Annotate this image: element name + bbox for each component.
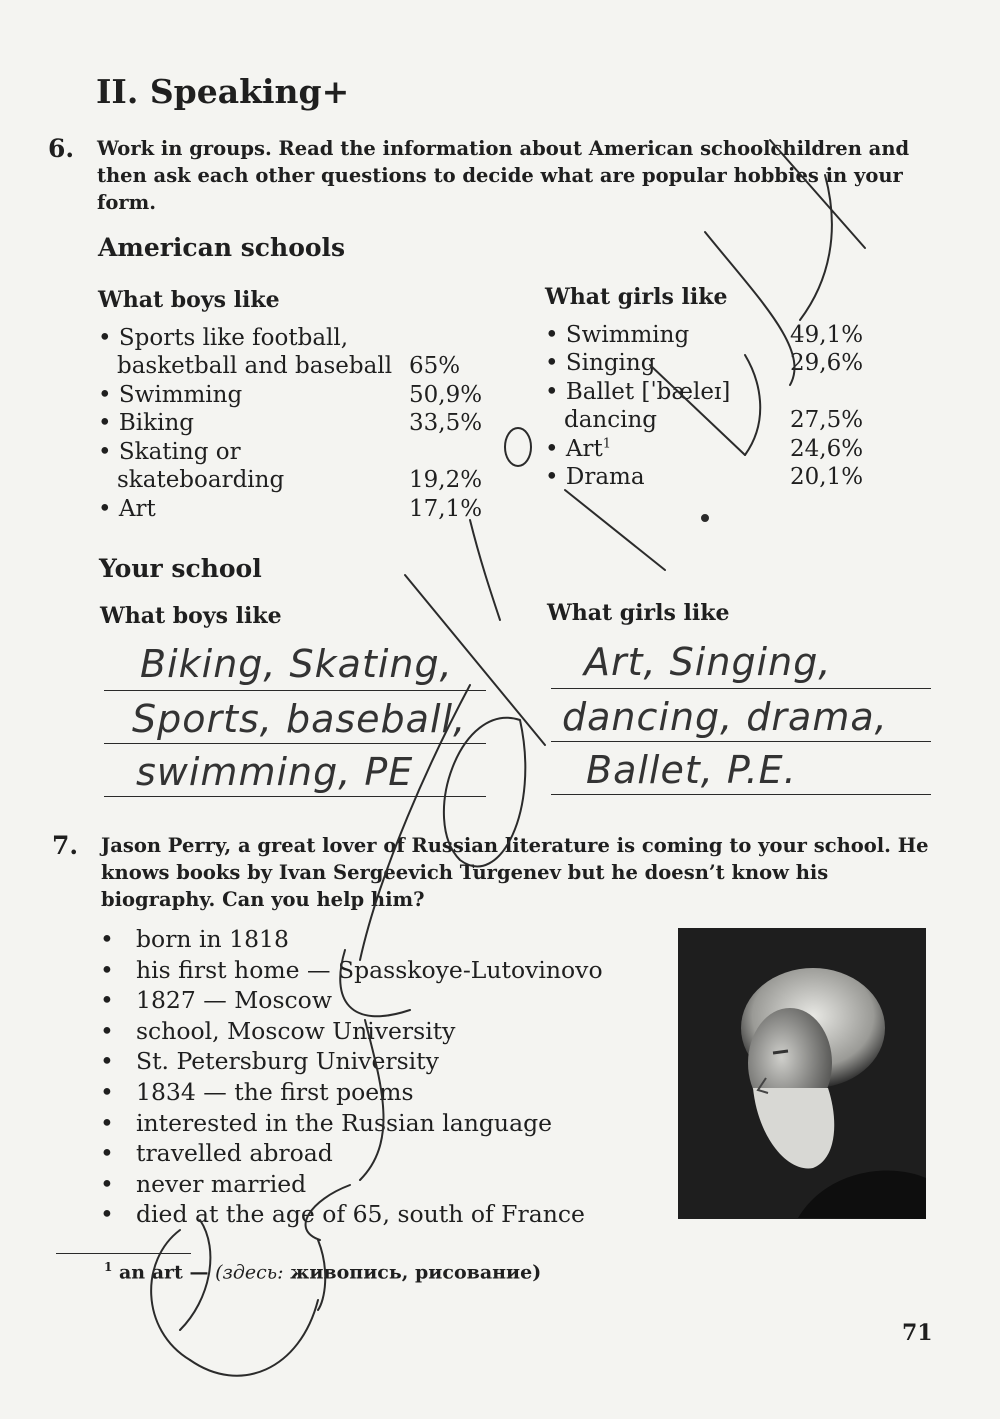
- girls-pct-drama: 20,1%: [790, 464, 864, 490]
- footnote-ref: 1: [602, 436, 612, 452]
- list-item: • St. Petersburg University: [100, 1047, 439, 1076]
- writing-line: [104, 743, 486, 744]
- boys-pct-art: 17,1%: [409, 496, 483, 522]
- girls-item-ballet: • Ballet [ˈbæleɪ]: [545, 379, 731, 405]
- your-school-title: Your school: [99, 554, 262, 583]
- list-item: • school, Moscow University: [100, 1016, 456, 1045]
- handwritten-girls-line-2: dancing, drama,: [562, 695, 888, 739]
- writing-line: [551, 794, 931, 795]
- american-boys-heading: What boys like: [98, 287, 280, 313]
- bullet: •: [98, 325, 119, 351]
- boys-item-skating: • Skating or: [98, 439, 241, 465]
- writing-line: [104, 690, 486, 691]
- list-item: • never married: [100, 1169, 307, 1198]
- your-boys-heading: What boys like: [100, 603, 282, 629]
- biography-list: [100, 924, 603, 1230]
- list-item: • travelled abroad: [100, 1139, 333, 1168]
- your-girls-heading: What girls like: [547, 600, 730, 626]
- list-item: • interested in the Russian language: [100, 1108, 553, 1137]
- turgenev-portrait: [678, 928, 926, 1219]
- boys-item-swimming: • Swimming 50,9%: [98, 382, 483, 408]
- boys-pct-skating: 19,2%: [409, 467, 483, 493]
- girls-item-drama: • Drama 20,1%: [545, 464, 864, 490]
- american-schools-title: American schools: [98, 233, 346, 262]
- girls-pct-art: 24,6%: [790, 436, 864, 462]
- writing-line: [104, 796, 486, 797]
- exercise-7-instruction: Jason Perry, a great lover of Russian literature is coming to your school. He knows books by Ivan Sergeevich Turgenev but he doesn’t know his biography. Can you help him?: [101, 834, 929, 911]
- boys-item-art: • Art 17,1%: [98, 496, 483, 522]
- girls-item-ballet-cont: dancing 27,5%: [564, 407, 864, 433]
- girls-item-art: • Art$^1$ 24,6%: [545, 436, 864, 462]
- handwritten-girls-line-3: Ballet, P.E.: [586, 748, 797, 792]
- exercise-6-instruction: Work in groups. Read the information about American schoolchildren and then ask each other questions to decide what are popular hobbies in your form.: [97, 137, 910, 214]
- boys-item-sports-cont: basketball and baseball 65%: [117, 353, 461, 379]
- boys-item-biking: • Biking 33,5%: [98, 410, 483, 436]
- boys-pct-biking: 33,5%: [409, 410, 483, 436]
- writing-line: [551, 741, 931, 742]
- footnote-divider: [56, 1253, 191, 1254]
- list-item: • 1827 — Moscow: [100, 986, 332, 1015]
- page-number: 71: [902, 1320, 933, 1346]
- list-item: • 1834 — the first poems: [100, 1077, 414, 1106]
- boys-item-skating-cont: skateboarding 19,2%: [117, 467, 483, 493]
- boys-item-sports: • Sports like football,: [98, 325, 349, 351]
- handwritten-girls-line-1: Art, Singing,: [584, 640, 832, 684]
- list-item: • born in 1818: [100, 925, 289, 953]
- section-title: II. Speaking+: [96, 72, 350, 111]
- exercise-6-number: 6.: [48, 134, 75, 163]
- exercise-7-number: 7.: [52, 831, 79, 860]
- american-girls-heading: What girls like: [545, 284, 728, 310]
- girls-item-swimming: • Swimming 49,1%: [545, 322, 864, 348]
- girls-pct-swimming: 49,1%: [790, 322, 864, 348]
- boys-pct-sports: 65%: [409, 353, 461, 379]
- girls-pct-ballet: 27,5%: [790, 407, 864, 433]
- girls-item-singing: • Singing 29,6%: [545, 350, 864, 376]
- handwritten-boys-line-3: swimming, PE: [136, 750, 414, 794]
- girls-pct-singing: 29,6%: [790, 350, 864, 376]
- list-item: • his first home — Spasskoye-Lutovinovo: [100, 955, 603, 984]
- handwritten-boys-line-2: Sports, baseball,: [132, 697, 467, 741]
- footnote: $^1$ an art — (здесь: живопись, рисование): [104, 1260, 542, 1284]
- writing-line: [551, 688, 931, 689]
- handwritten-boys-line-1: Biking, Skating,: [140, 642, 453, 686]
- list-item: • died at the age of 65, south of France: [100, 1200, 585, 1229]
- boys-pct-swimming: 50,9%: [409, 382, 483, 408]
